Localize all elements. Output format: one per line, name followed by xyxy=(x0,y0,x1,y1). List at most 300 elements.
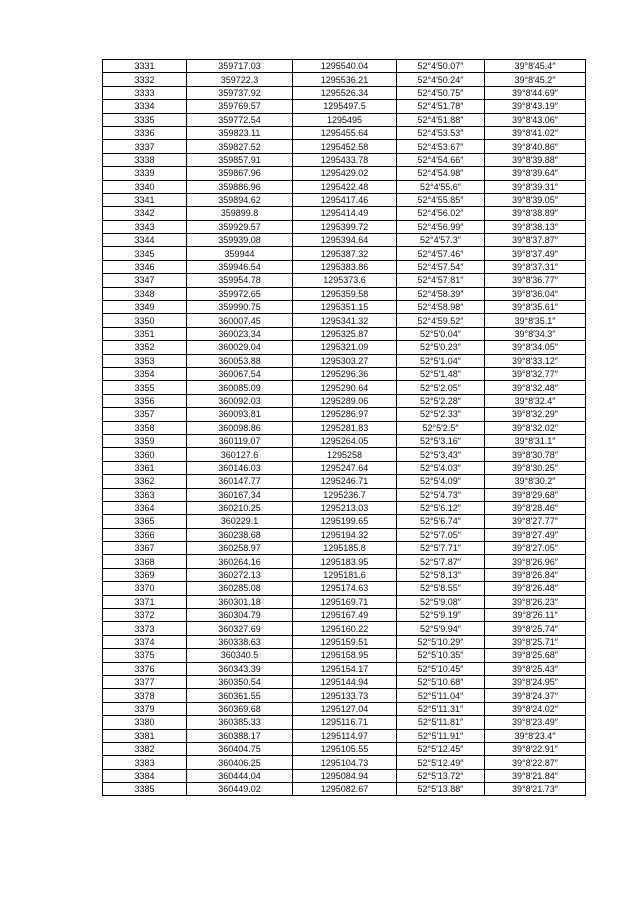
table-row xyxy=(103,716,586,729)
table-row xyxy=(103,515,586,528)
table-row xyxy=(103,354,586,367)
point-number-cell: 3350 xyxy=(103,314,187,327)
point-number-cell: 3354 xyxy=(103,367,187,380)
longitude-cell: 39°8′26.96″ xyxy=(485,555,586,568)
x-coordinate-cell: 360147.77 xyxy=(187,475,293,488)
x-coordinate-cell: 359772.54 xyxy=(187,113,293,126)
x-coordinate-cell: 360343.39 xyxy=(187,662,293,675)
y-coordinate-cell: 1295303.27 xyxy=(293,354,397,367)
table-row xyxy=(103,234,586,247)
point-number-cell: 3347 xyxy=(103,274,187,287)
latitude-cell: 52°5′12.45″ xyxy=(397,742,485,755)
y-coordinate-cell: 1295325.87 xyxy=(293,327,397,340)
longitude-cell: 39°8′26.84″ xyxy=(485,568,586,581)
table-row xyxy=(103,742,586,755)
point-number-cell: 3359 xyxy=(103,434,187,447)
table-row xyxy=(103,314,586,327)
table-row xyxy=(103,113,586,126)
table-row xyxy=(103,167,586,180)
table-row xyxy=(103,394,586,407)
y-coordinate-cell: 1295290.64 xyxy=(293,381,397,394)
latitude-cell: 52°4′53.53″ xyxy=(397,126,485,139)
latitude-cell: 52°5′0.23″ xyxy=(397,341,485,354)
point-number-cell: 3357 xyxy=(103,408,187,421)
point-number-cell: 3332 xyxy=(103,73,187,86)
point-number-cell: 3366 xyxy=(103,528,187,541)
longitude-cell: 39°8′29.68″ xyxy=(485,488,586,501)
table-row xyxy=(103,193,586,206)
longitude-cell: 39°8′37.31″ xyxy=(485,260,586,273)
point-number-cell: 3346 xyxy=(103,260,187,273)
latitude-cell: 52°4′57.81″ xyxy=(397,274,485,287)
table-row xyxy=(103,73,586,86)
longitude-cell: 39°8′35.1″ xyxy=(485,314,586,327)
longitude-cell: 39°8′45.4″ xyxy=(485,60,586,73)
latitude-cell: 52°5′2.33″ xyxy=(397,408,485,421)
latitude-cell: 52°5′11.81″ xyxy=(397,716,485,729)
latitude-cell: 52°5′8.13″ xyxy=(397,568,485,581)
coordinates-table-body xyxy=(103,60,586,796)
y-coordinate-cell: 1295394.64 xyxy=(293,234,397,247)
y-coordinate-cell: 1295104.73 xyxy=(293,756,397,769)
point-number-cell: 3358 xyxy=(103,421,187,434)
x-coordinate-cell: 359894.62 xyxy=(187,193,293,206)
longitude-cell: 39°8′44.69″ xyxy=(485,86,586,99)
latitude-cell: 52°5′11.04″ xyxy=(397,689,485,702)
x-coordinate-cell: 360007.45 xyxy=(187,314,293,327)
latitude-cell: 52°5′7.71″ xyxy=(397,542,485,555)
longitude-cell: 39°8′36.04″ xyxy=(485,287,586,300)
longitude-cell: 39°8′27.49″ xyxy=(485,528,586,541)
x-coordinate-cell: 360053.88 xyxy=(187,354,293,367)
y-coordinate-cell: 1295399.72 xyxy=(293,220,397,233)
longitude-cell: 39°8′23.4″ xyxy=(485,729,586,742)
y-coordinate-cell: 1295236.7 xyxy=(293,488,397,501)
x-coordinate-cell: 360229.1 xyxy=(187,515,293,528)
x-coordinate-cell: 360146.03 xyxy=(187,461,293,474)
table-row xyxy=(103,86,586,99)
longitude-cell: 39°8′43.06″ xyxy=(485,113,586,126)
table-row xyxy=(103,475,586,488)
point-number-cell: 3363 xyxy=(103,488,187,501)
longitude-cell: 39°8′26.11″ xyxy=(485,609,586,622)
table-row xyxy=(103,595,586,608)
x-coordinate-cell: 360361.55 xyxy=(187,689,293,702)
y-coordinate-cell: 1295540.04 xyxy=(293,60,397,73)
x-coordinate-cell: 360167.34 xyxy=(187,488,293,501)
y-coordinate-cell: 1295183.95 xyxy=(293,555,397,568)
point-number-cell: 3361 xyxy=(103,461,187,474)
y-coordinate-cell: 1295286.97 xyxy=(293,408,397,421)
table-row xyxy=(103,341,586,354)
table-row xyxy=(103,689,586,702)
longitude-cell: 39°8′32.02″ xyxy=(485,421,586,434)
y-coordinate-cell: 1295158.95 xyxy=(293,649,397,662)
longitude-cell: 39°8′32.29″ xyxy=(485,408,586,421)
y-coordinate-cell: 1295167.49 xyxy=(293,609,397,622)
table-row xyxy=(103,434,586,447)
y-coordinate-cell: 1295526.34 xyxy=(293,86,397,99)
longitude-cell: 39°8′24.95″ xyxy=(485,675,586,688)
point-number-cell: 3381 xyxy=(103,729,187,742)
point-number-cell: 3382 xyxy=(103,742,187,755)
longitude-cell: 39°8′25.74″ xyxy=(485,622,586,635)
y-coordinate-cell: 1295181.6 xyxy=(293,568,397,581)
longitude-cell: 39°8′24.37″ xyxy=(485,689,586,702)
table-row xyxy=(103,609,586,622)
point-number-cell: 3376 xyxy=(103,662,187,675)
point-number-cell: 3374 xyxy=(103,635,187,648)
latitude-cell: 52°5′9.94″ xyxy=(397,622,485,635)
longitude-cell: 39°8′22.91″ xyxy=(485,742,586,755)
point-number-cell: 3379 xyxy=(103,702,187,715)
longitude-cell: 39°8′33.12″ xyxy=(485,354,586,367)
point-number-cell: 3336 xyxy=(103,126,187,139)
x-coordinate-cell: 359717.03 xyxy=(187,60,293,73)
point-number-cell: 3360 xyxy=(103,448,187,461)
latitude-cell: 52°4′50.75″ xyxy=(397,86,485,99)
y-coordinate-cell: 1295199.65 xyxy=(293,515,397,528)
table-row xyxy=(103,461,586,474)
longitude-cell: 39°8′26.48″ xyxy=(485,582,586,595)
point-number-cell: 3344 xyxy=(103,234,187,247)
latitude-cell: 52°4′57.54″ xyxy=(397,260,485,273)
table-row xyxy=(103,100,586,113)
table-row xyxy=(103,756,586,769)
y-coordinate-cell: 1295159.51 xyxy=(293,635,397,648)
x-coordinate-cell: 359944 xyxy=(187,247,293,260)
x-coordinate-cell: 359929.57 xyxy=(187,220,293,233)
x-coordinate-cell: 360067.54 xyxy=(187,367,293,380)
latitude-cell: 52°5′7.05″ xyxy=(397,528,485,541)
table-row xyxy=(103,421,586,434)
y-coordinate-cell: 1295082.67 xyxy=(293,783,397,796)
longitude-cell: 39°8′45.2″ xyxy=(485,73,586,86)
longitude-cell: 39°8′27.77″ xyxy=(485,515,586,528)
x-coordinate-cell: 359827.52 xyxy=(187,140,293,153)
point-number-cell: 3351 xyxy=(103,327,187,340)
table-row xyxy=(103,501,586,514)
point-number-cell: 3349 xyxy=(103,301,187,314)
point-number-cell: 3352 xyxy=(103,341,187,354)
x-coordinate-cell: 359886.96 xyxy=(187,180,293,193)
x-coordinate-cell: 360093.81 xyxy=(187,408,293,421)
y-coordinate-cell: 1295495 xyxy=(293,113,397,126)
x-coordinate-cell: 360304.79 xyxy=(187,609,293,622)
longitude-cell: 39°8′21.73″ xyxy=(485,783,586,796)
y-coordinate-cell: 1295133.73 xyxy=(293,689,397,702)
point-number-cell: 3353 xyxy=(103,354,187,367)
y-coordinate-cell: 1295414.49 xyxy=(293,207,397,220)
longitude-cell: 39°8′36.77″ xyxy=(485,274,586,287)
latitude-cell: 52°4′51.78″ xyxy=(397,100,485,113)
latitude-cell: 52°5′13.88″ xyxy=(397,783,485,796)
y-coordinate-cell: 1295154.17 xyxy=(293,662,397,675)
point-number-cell: 3371 xyxy=(103,595,187,608)
point-number-cell: 3335 xyxy=(103,113,187,126)
longitude-cell: 39°8′22.87″ xyxy=(485,756,586,769)
y-coordinate-cell: 1295174.63 xyxy=(293,582,397,595)
table-row xyxy=(103,180,586,193)
table-row xyxy=(103,555,586,568)
longitude-cell: 39°8′32.4″ xyxy=(485,394,586,407)
point-number-cell: 3355 xyxy=(103,381,187,394)
table-row xyxy=(103,542,586,555)
point-number-cell: 3348 xyxy=(103,287,187,300)
latitude-cell: 52°5′3.16″ xyxy=(397,434,485,447)
latitude-cell: 52°4′54.98″ xyxy=(397,167,485,180)
x-coordinate-cell: 360023.34 xyxy=(187,327,293,340)
table-row xyxy=(103,327,586,340)
latitude-cell: 52°5′10.35″ xyxy=(397,649,485,662)
longitude-cell: 39°8′31.1″ xyxy=(485,434,586,447)
y-coordinate-cell: 1295144.94 xyxy=(293,675,397,688)
latitude-cell: 52°5′9.19″ xyxy=(397,609,485,622)
point-number-cell: 3331 xyxy=(103,60,187,73)
x-coordinate-cell: 360127.6 xyxy=(187,448,293,461)
point-number-cell: 3367 xyxy=(103,542,187,555)
y-coordinate-cell: 1295084.94 xyxy=(293,769,397,782)
latitude-cell: 52°5′2.5″ xyxy=(397,421,485,434)
latitude-cell: 52°5′1.48″ xyxy=(397,367,485,380)
x-coordinate-cell: 359954.78 xyxy=(187,274,293,287)
latitude-cell: 52°4′58.98″ xyxy=(397,301,485,314)
y-coordinate-cell: 1295455.64 xyxy=(293,126,397,139)
longitude-cell: 39°8′30.2″ xyxy=(485,475,586,488)
table-row xyxy=(103,622,586,635)
latitude-cell: 52°4′58.39″ xyxy=(397,287,485,300)
x-coordinate-cell: 360029.04 xyxy=(187,341,293,354)
x-coordinate-cell: 360092.03 xyxy=(187,394,293,407)
x-coordinate-cell: 360119.07 xyxy=(187,434,293,447)
table-row xyxy=(103,528,586,541)
point-number-cell: 3333 xyxy=(103,86,187,99)
y-coordinate-cell: 1295127.04 xyxy=(293,702,397,715)
y-coordinate-cell: 1295373.6 xyxy=(293,274,397,287)
latitude-cell: 52°5′3.43″ xyxy=(397,448,485,461)
x-coordinate-cell: 359823.11 xyxy=(187,126,293,139)
latitude-cell: 52°5′0.04″ xyxy=(397,327,485,340)
table-row xyxy=(103,408,586,421)
table-row xyxy=(103,582,586,595)
table-row xyxy=(103,675,586,688)
table-row xyxy=(103,153,586,166)
point-number-cell: 3383 xyxy=(103,756,187,769)
latitude-cell: 52°4′51.88″ xyxy=(397,113,485,126)
y-coordinate-cell: 1295433.78 xyxy=(293,153,397,166)
y-coordinate-cell: 1295194.32 xyxy=(293,528,397,541)
x-coordinate-cell: 359972.65 xyxy=(187,287,293,300)
point-number-cell: 3365 xyxy=(103,515,187,528)
longitude-cell: 39°8′24.02″ xyxy=(485,702,586,715)
latitude-cell: 52°4′50.07″ xyxy=(397,60,485,73)
x-coordinate-cell: 359990.75 xyxy=(187,301,293,314)
latitude-cell: 52°5′6.12″ xyxy=(397,501,485,514)
point-number-cell: 3373 xyxy=(103,622,187,635)
y-coordinate-cell: 1295351.15 xyxy=(293,301,397,314)
table-row xyxy=(103,662,586,675)
x-coordinate-cell: 360404.75 xyxy=(187,742,293,755)
x-coordinate-cell: 360388.17 xyxy=(187,729,293,742)
point-number-cell: 3341 xyxy=(103,193,187,206)
table-row xyxy=(103,60,586,73)
table-row xyxy=(103,140,586,153)
longitude-cell: 39°8′26.23″ xyxy=(485,595,586,608)
y-coordinate-cell: 1295116.71 xyxy=(293,716,397,729)
table-row xyxy=(103,126,586,139)
table-row xyxy=(103,488,586,501)
longitude-cell: 39°8′25.71″ xyxy=(485,635,586,648)
latitude-cell: 52°4′59.52″ xyxy=(397,314,485,327)
longitude-cell: 39°8′34.05″ xyxy=(485,341,586,354)
y-coordinate-cell: 1295321.09 xyxy=(293,341,397,354)
latitude-cell: 52°5′7.87″ xyxy=(397,555,485,568)
x-coordinate-cell: 360406.25 xyxy=(187,756,293,769)
latitude-cell: 52°5′8.55″ xyxy=(397,582,485,595)
latitude-cell: 52°5′12.49″ xyxy=(397,756,485,769)
latitude-cell: 52°4′57.3″ xyxy=(397,234,485,247)
y-coordinate-cell: 1295258 xyxy=(293,448,397,461)
table-row xyxy=(103,260,586,273)
x-coordinate-cell: 360301.18 xyxy=(187,595,293,608)
latitude-cell: 52°4′55.6″ xyxy=(397,180,485,193)
table-row xyxy=(103,635,586,648)
x-coordinate-cell: 360338.63 xyxy=(187,635,293,648)
point-number-cell: 3340 xyxy=(103,180,187,193)
x-coordinate-cell: 360350.54 xyxy=(187,675,293,688)
longitude-cell: 39°8′30.78″ xyxy=(485,448,586,461)
longitude-cell: 39°8′39.88″ xyxy=(485,153,586,166)
point-number-cell: 3356 xyxy=(103,394,187,407)
y-coordinate-cell: 1295359.58 xyxy=(293,287,397,300)
longitude-cell: 39°8′23.49″ xyxy=(485,716,586,729)
y-coordinate-cell: 1295452.58 xyxy=(293,140,397,153)
y-coordinate-cell: 1295169.71 xyxy=(293,595,397,608)
x-coordinate-cell: 360385.33 xyxy=(187,716,293,729)
latitude-cell: 52°5′1.04″ xyxy=(397,354,485,367)
latitude-cell: 52°4′53.67″ xyxy=(397,140,485,153)
y-coordinate-cell: 1295213.03 xyxy=(293,501,397,514)
latitude-cell: 52°5′13.72″ xyxy=(397,769,485,782)
table-row xyxy=(103,220,586,233)
longitude-cell: 39°8′28.46″ xyxy=(485,501,586,514)
x-coordinate-cell: 360369.68 xyxy=(187,702,293,715)
x-coordinate-cell: 359939.08 xyxy=(187,234,293,247)
point-number-cell: 3345 xyxy=(103,247,187,260)
point-number-cell: 3339 xyxy=(103,167,187,180)
latitude-cell: 52°5′2.28″ xyxy=(397,394,485,407)
point-number-cell: 3375 xyxy=(103,649,187,662)
table-row xyxy=(103,783,586,796)
point-number-cell: 3380 xyxy=(103,716,187,729)
point-number-cell: 3372 xyxy=(103,609,187,622)
x-coordinate-cell: 360285.08 xyxy=(187,582,293,595)
latitude-cell: 52°4′50.24″ xyxy=(397,73,485,86)
longitude-cell: 39°8′41.02″ xyxy=(485,126,586,139)
y-coordinate-cell: 1295289.06 xyxy=(293,394,397,407)
table-row xyxy=(103,274,586,287)
x-coordinate-cell: 360264.16 xyxy=(187,555,293,568)
longitude-cell: 39°8′39.05″ xyxy=(485,193,586,206)
latitude-cell: 52°5′6.74″ xyxy=(397,515,485,528)
latitude-cell: 52°4′57.46″ xyxy=(397,247,485,260)
point-number-cell: 3368 xyxy=(103,555,187,568)
point-number-cell: 3343 xyxy=(103,220,187,233)
table-row xyxy=(103,568,586,581)
point-number-cell: 3369 xyxy=(103,568,187,581)
table-row xyxy=(103,702,586,715)
y-coordinate-cell: 1295114.97 xyxy=(293,729,397,742)
y-coordinate-cell: 1295246.71 xyxy=(293,475,397,488)
x-coordinate-cell: 360272.13 xyxy=(187,568,293,581)
x-coordinate-cell: 360098.86 xyxy=(187,421,293,434)
latitude-cell: 52°4′54.66″ xyxy=(397,153,485,166)
latitude-cell: 52°5′10.29″ xyxy=(397,635,485,648)
point-number-cell: 3377 xyxy=(103,675,187,688)
point-number-cell: 3337 xyxy=(103,140,187,153)
y-coordinate-cell: 1295417.46 xyxy=(293,193,397,206)
point-number-cell: 3384 xyxy=(103,769,187,782)
latitude-cell: 52°5′2.05″ xyxy=(397,381,485,394)
latitude-cell: 52°4′56.99″ xyxy=(397,220,485,233)
y-coordinate-cell: 1295422.48 xyxy=(293,180,397,193)
longitude-cell: 39°8′37.49″ xyxy=(485,247,586,260)
table-row xyxy=(103,769,586,782)
x-coordinate-cell: 360444.04 xyxy=(187,769,293,782)
y-coordinate-cell: 1295160.22 xyxy=(293,622,397,635)
table-row xyxy=(103,247,586,260)
x-coordinate-cell: 360085.09 xyxy=(187,381,293,394)
longitude-cell: 39°8′39.64″ xyxy=(485,167,586,180)
x-coordinate-cell: 360327.69 xyxy=(187,622,293,635)
table-row xyxy=(103,381,586,394)
longitude-cell: 39°8′38.13″ xyxy=(485,220,586,233)
point-number-cell: 3338 xyxy=(103,153,187,166)
latitude-cell: 52°5′10.45″ xyxy=(397,662,485,675)
point-number-cell: 3385 xyxy=(103,783,187,796)
longitude-cell: 39°8′32.77″ xyxy=(485,367,586,380)
longitude-cell: 39°8′25.68″ xyxy=(485,649,586,662)
y-coordinate-cell: 1295281.83 xyxy=(293,421,397,434)
longitude-cell: 39°8′35.61″ xyxy=(485,301,586,314)
latitude-cell: 52°5′10.68″ xyxy=(397,675,485,688)
x-coordinate-cell: 360340.5 xyxy=(187,649,293,662)
y-coordinate-cell: 1295383.86 xyxy=(293,260,397,273)
y-coordinate-cell: 1295536.21 xyxy=(293,73,397,86)
y-coordinate-cell: 1295429.02 xyxy=(293,167,397,180)
x-coordinate-cell: 359946.54 xyxy=(187,260,293,273)
latitude-cell: 52°4′56.02″ xyxy=(397,207,485,220)
longitude-cell: 39°8′40.86″ xyxy=(485,140,586,153)
point-number-cell: 3364 xyxy=(103,501,187,514)
y-coordinate-cell: 1295497.5 xyxy=(293,100,397,113)
longitude-cell: 39°8′30.25″ xyxy=(485,461,586,474)
coordinates-table xyxy=(102,59,586,796)
longitude-cell: 39°8′27.05″ xyxy=(485,542,586,555)
table-row xyxy=(103,367,586,380)
longitude-cell: 39°8′39.31″ xyxy=(485,180,586,193)
point-number-cell: 3334 xyxy=(103,100,187,113)
x-coordinate-cell: 360210.25 xyxy=(187,501,293,514)
y-coordinate-cell: 1295341.32 xyxy=(293,314,397,327)
point-number-cell: 3378 xyxy=(103,689,187,702)
x-coordinate-cell: 359769.57 xyxy=(187,100,293,113)
point-number-cell: 3362 xyxy=(103,475,187,488)
y-coordinate-cell: 1295264.05 xyxy=(293,434,397,447)
longitude-cell: 39°8′43.19″ xyxy=(485,100,586,113)
y-coordinate-cell: 1295387.32 xyxy=(293,247,397,260)
latitude-cell: 52°5′4.09″ xyxy=(397,475,485,488)
